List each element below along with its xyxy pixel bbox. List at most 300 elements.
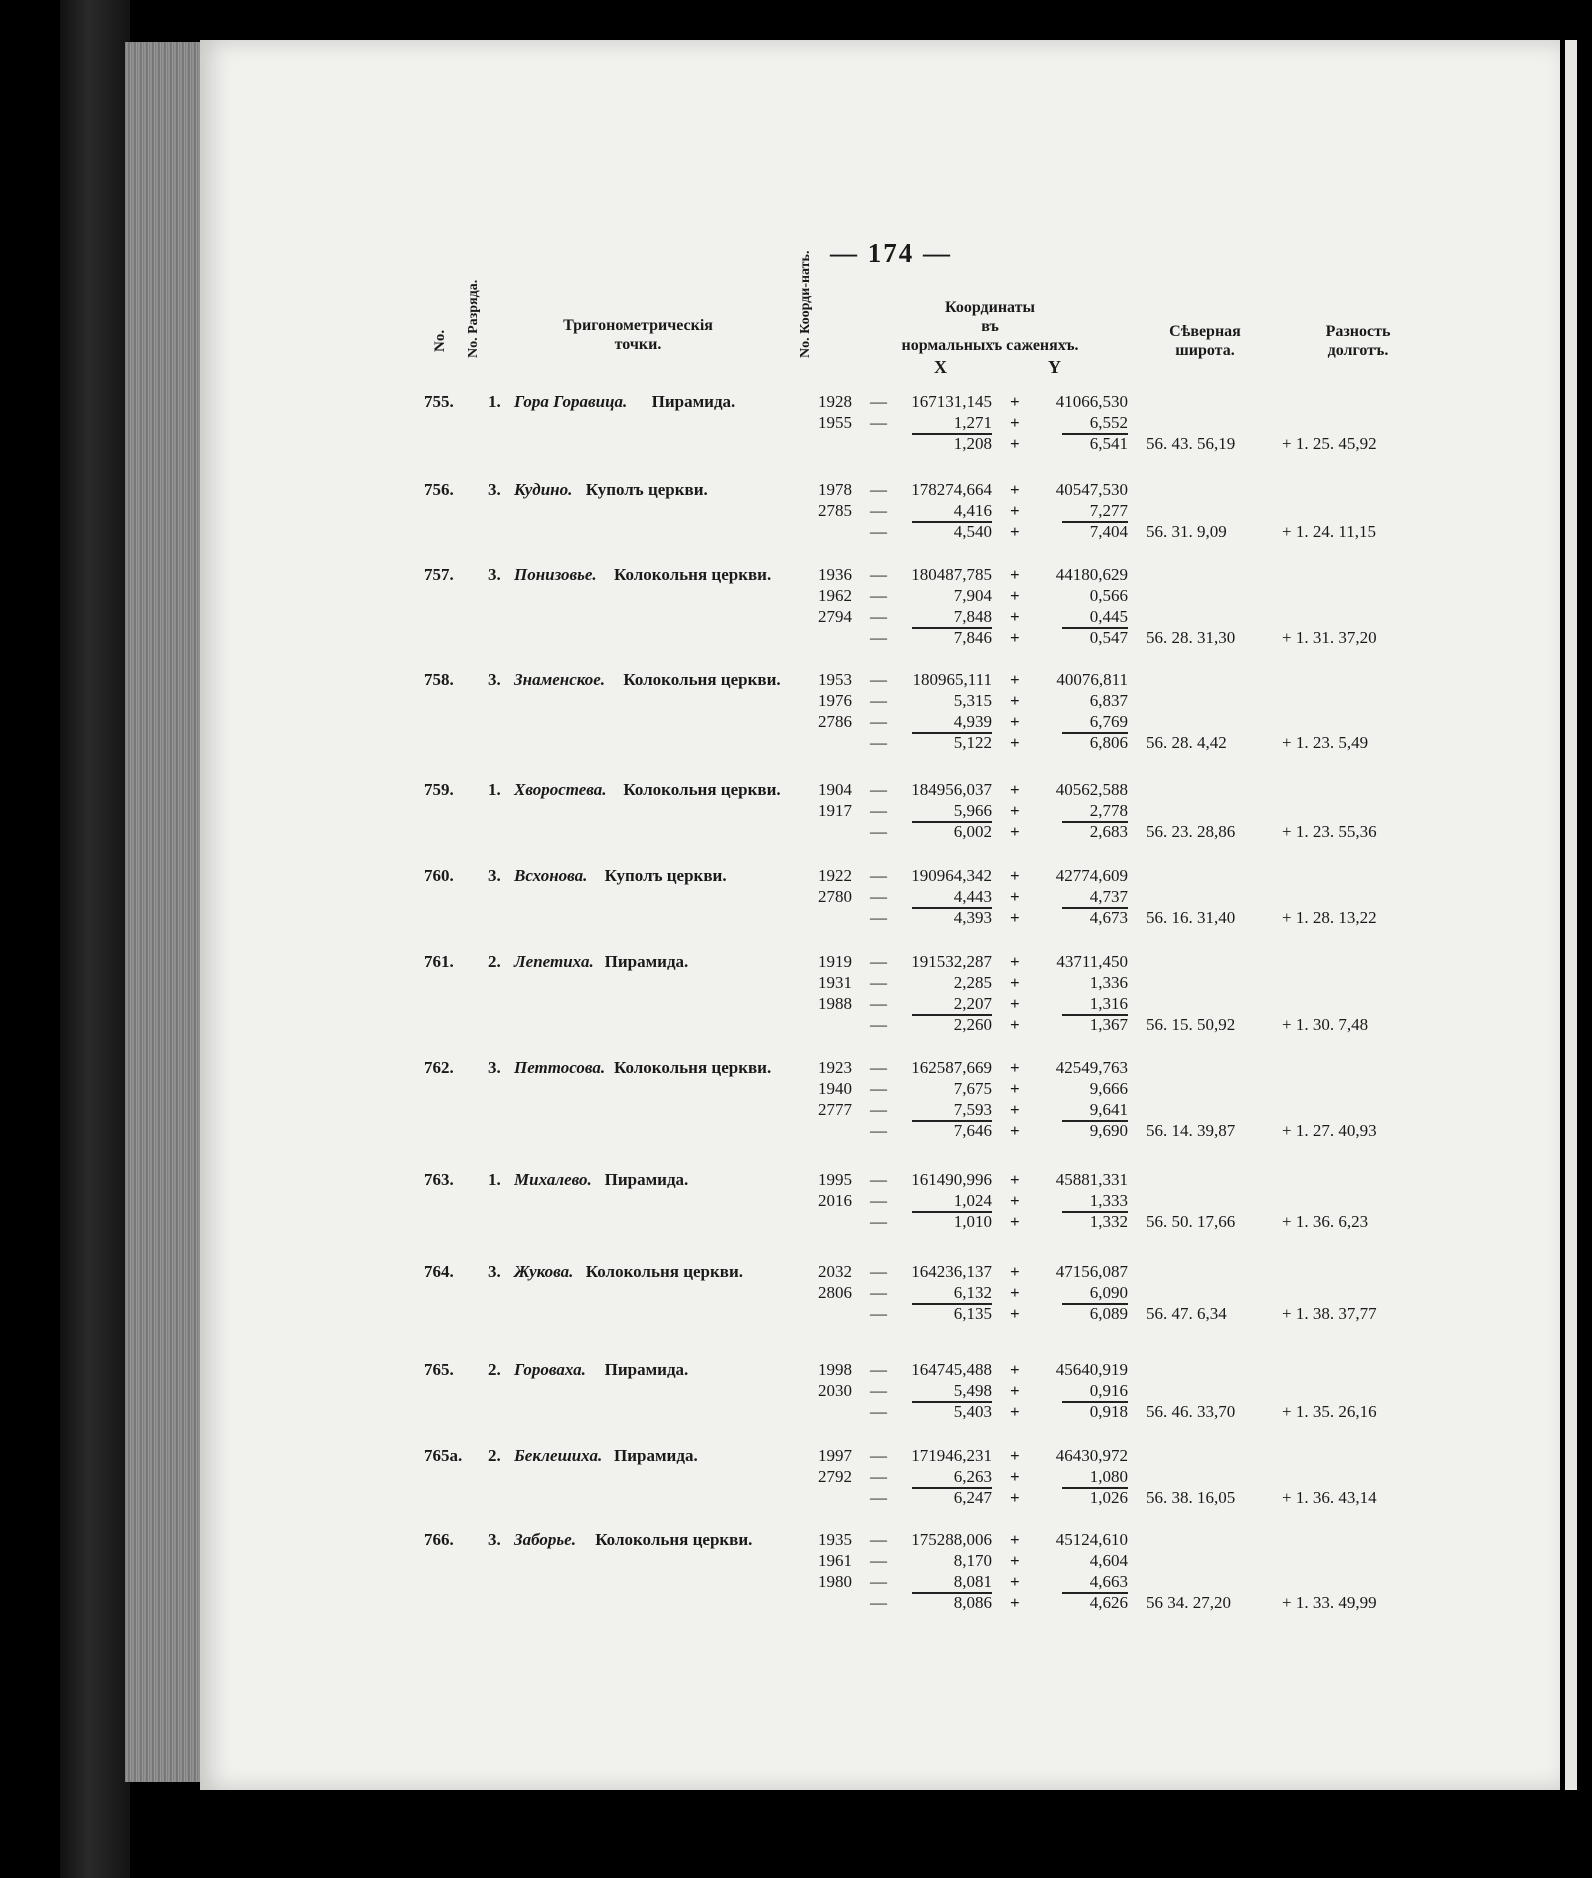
sum-rule-y (1062, 1303, 1128, 1305)
coord-point-number: 2777 (818, 1100, 852, 1119)
x-sign: — (870, 1262, 887, 1281)
y-sign: + (1010, 712, 1020, 731)
y-sign: + (1010, 994, 1020, 1013)
header-no: No. (432, 329, 448, 352)
x-value: 164236,137 (911, 1262, 992, 1281)
y-sign: + (1010, 1262, 1020, 1281)
sum-rule-y (1062, 627, 1128, 629)
y-value: 42549,763 (1055, 1058, 1128, 1077)
y-value: 0,918 (1089, 1402, 1128, 1421)
latitude: 56. 38. 16,05 (1146, 1488, 1236, 1507)
entry-number: 765. (424, 1360, 454, 1379)
coord-point-number: 1936 (818, 565, 852, 584)
y-value: 43711,450 (1056, 952, 1128, 971)
header-longitude: Разность долготъ. (1325, 323, 1391, 359)
sum-rule-x (912, 821, 992, 823)
y-sign: + (1010, 1551, 1020, 1570)
y-sign: + (1010, 392, 1020, 411)
x-sign: — (870, 1170, 887, 1189)
y-sign: + (1010, 1079, 1020, 1098)
y-value: 46430,972 (1055, 1446, 1128, 1465)
y-value: 1,367 (1089, 1015, 1128, 1034)
entry-category: 3. (488, 1058, 501, 1077)
longitude-difference: + 1. 31. 37,20 (1282, 628, 1377, 647)
x-value: 5,122 (953, 733, 992, 752)
coord-point-number: 1962 (818, 586, 852, 605)
x-value: 162587,669 (911, 1058, 992, 1077)
point-description: Колокольня церкви. (595, 1530, 753, 1549)
coord-point-number: 1998 (818, 1360, 852, 1379)
point-name: Лепетиха. (514, 952, 594, 971)
x-sign: — (870, 908, 887, 927)
longitude-difference: + 1. 28. 13,22 (1282, 908, 1377, 927)
entry-number: 762. (424, 1058, 454, 1077)
coord-point-number: 1919 (818, 952, 852, 971)
entry-number: 766. (424, 1530, 454, 1549)
sum-rule-y (1062, 1014, 1128, 1016)
sum-rule-y (1062, 1211, 1128, 1213)
x-sign: — (870, 1191, 887, 1210)
point-description: Пирамида. (604, 1360, 689, 1379)
y-value: 42774,609 (1055, 866, 1128, 885)
y-sign: + (1010, 522, 1020, 541)
y-value: 6,552 (1089, 413, 1128, 432)
y-sign: + (1010, 1304, 1020, 1323)
y-value: 1,333 (1089, 1191, 1128, 1210)
x-sign: — (870, 1551, 887, 1570)
x-value: 8,170 (953, 1551, 992, 1570)
y-value: 1,026 (1089, 1488, 1128, 1507)
y-value: 44180,629 (1055, 565, 1128, 584)
y-sign: + (1010, 1402, 1020, 1421)
y-sign: + (1010, 607, 1020, 626)
point-name: Всхонова. (514, 866, 588, 885)
x-sign: — (870, 1283, 887, 1302)
y-value: 0,566 (1089, 586, 1128, 605)
point-description: Куполъ церкви. (604, 866, 727, 885)
entry-category: 3. (488, 480, 501, 499)
point-description: Пирамида. (604, 952, 689, 971)
x-value: 164745,488 (911, 1360, 992, 1379)
sum-rule-x (912, 627, 992, 629)
coord-point-number: 1997 (818, 1446, 852, 1465)
y-value: 2,778 (1089, 801, 1128, 820)
y-sign: + (1010, 1572, 1020, 1591)
coord-point-number: 1917 (818, 801, 852, 820)
coord-point-number: 1922 (818, 866, 852, 885)
x-value: 5,315 (953, 691, 992, 710)
y-value: 6,089 (1089, 1304, 1128, 1323)
x-value: 7,675 (953, 1079, 992, 1098)
y-sign: + (1010, 822, 1020, 841)
sum-rule-x (912, 732, 992, 734)
x-value: 8,086 (953, 1593, 992, 1612)
x-sign: — (870, 565, 887, 584)
x-value: 8,081 (953, 1572, 992, 1591)
x-sign: — (870, 973, 887, 992)
point-description: Пирамида. (651, 392, 736, 411)
x-value: 161490,996 (911, 1170, 992, 1189)
longitude-difference: + 1. 36. 43,14 (1282, 1488, 1377, 1507)
longitude-difference: + 1. 35. 26,16 (1282, 1402, 1377, 1421)
header-category: No. Разряда. (466, 279, 481, 358)
coord-point-number: 2806 (818, 1283, 852, 1302)
header-y: Y (1048, 357, 1061, 377)
y-value: 1,332 (1089, 1212, 1128, 1231)
y-value: 4,737 (1089, 887, 1128, 906)
point-name: Гора Горавица. (514, 392, 628, 411)
latitude: 56. 16. 31,40 (1146, 908, 1236, 927)
sum-rule-y (1062, 433, 1128, 435)
y-sign: + (1010, 1058, 1020, 1077)
coord-point-number: 2785 (818, 501, 852, 520)
y-value: 45881,331 (1055, 1170, 1128, 1189)
y-value: 2,683 (1089, 822, 1128, 841)
latitude: 56. 15. 50,92 (1146, 1015, 1236, 1034)
x-sign: — (870, 413, 887, 432)
latitude: 56. 43. 56,19 (1146, 434, 1236, 453)
y-value: 7,404 (1089, 522, 1128, 541)
y-sign: + (1010, 887, 1020, 906)
y-value: 1,316 (1089, 994, 1128, 1013)
longitude-difference: + 1. 23. 5,49 (1282, 733, 1369, 752)
coord-point-number: 1935 (818, 1530, 852, 1549)
x-sign: — (870, 1381, 887, 1400)
x-value: 7,848 (953, 607, 992, 626)
x-value: 7,593 (953, 1100, 992, 1119)
x-value: 2,207 (953, 994, 992, 1013)
sum-rule-y (1062, 521, 1128, 523)
longitude-difference: + 1. 36. 6,23 (1282, 1212, 1369, 1231)
sum-rule-y (1062, 1401, 1128, 1403)
y-value: 4,673 (1089, 908, 1128, 927)
entry-category: 2. (488, 1360, 501, 1379)
sum-rule-x (912, 433, 992, 435)
y-value: 7,277 (1089, 501, 1128, 520)
sum-rule-x (912, 1487, 992, 1489)
header-latitude: Сѣверная широта. (1169, 323, 1241, 359)
entry-category: 3. (488, 1530, 501, 1549)
y-sign: + (1010, 691, 1020, 710)
x-value: 180487,785 (911, 565, 992, 584)
x-sign: — (870, 1079, 887, 1098)
longitude-difference: + 1. 23. 55,36 (1282, 822, 1377, 841)
x-value: 2,260 (953, 1015, 992, 1034)
sum-rule-y (1062, 821, 1128, 823)
entry-category: 2. (488, 1446, 501, 1465)
y-sign: + (1010, 670, 1020, 689)
x-value: 5,498 (953, 1381, 992, 1400)
coord-point-number: 2030 (818, 1381, 852, 1400)
coord-point-number: 1978 (818, 480, 852, 499)
entry-number: 765а. (424, 1446, 463, 1465)
entry-category: 1. (488, 392, 501, 411)
point-description: Колокольня церкви. (614, 565, 772, 584)
y-value: 45124,610 (1055, 1530, 1128, 1549)
sum-rule-y (1062, 1487, 1128, 1489)
point-name: Гороваха. (514, 1360, 586, 1379)
sum-rule-x (912, 1211, 992, 1213)
sum-rule-x (912, 1592, 992, 1594)
sum-rule-x (912, 907, 992, 909)
x-sign: — (870, 522, 887, 541)
coord-point-number: 1923 (818, 1058, 852, 1077)
sum-rule-x (912, 521, 992, 523)
longitude-difference: + 1. 33. 49,99 (1282, 1593, 1377, 1612)
latitude: 56. 23. 28,86 (1146, 822, 1236, 841)
entry-number: 761. (424, 952, 454, 971)
x-sign: — (870, 712, 887, 731)
y-sign: + (1010, 973, 1020, 992)
sum-rule-y (1062, 732, 1128, 734)
x-sign: — (870, 628, 887, 647)
x-sign: — (870, 1360, 887, 1379)
entry-category: 1. (488, 780, 501, 799)
x-sign: — (870, 952, 887, 971)
coord-point-number: 1928 (818, 392, 852, 411)
coord-point-number: 1961 (818, 1551, 852, 1570)
y-value: 45640,919 (1055, 1360, 1128, 1379)
coord-point-number: 1940 (818, 1079, 852, 1098)
entry-number: 764. (424, 1262, 454, 1281)
x-sign: — (870, 866, 887, 885)
x-value: 167131,145 (911, 392, 992, 411)
y-sign: + (1010, 1170, 1020, 1189)
entry-category: 3. (488, 565, 501, 584)
y-value: 9,666 (1089, 1079, 1128, 1098)
x-value: 6,247 (953, 1488, 992, 1507)
x-value: 191532,287 (911, 952, 992, 971)
coord-point-number: 1931 (818, 973, 852, 992)
point-description: Колокольня церкви. (623, 670, 781, 689)
x-value: 1,010 (953, 1212, 992, 1231)
x-value: 5,403 (953, 1402, 992, 1421)
coord-point-number: 2792 (818, 1467, 852, 1486)
coord-point-number: 1995 (818, 1170, 852, 1189)
coord-point-number: 2016 (818, 1191, 852, 1210)
x-sign: — (870, 1121, 887, 1140)
x-value: 180965,111 (912, 670, 992, 689)
y-value: 40076,811 (1056, 670, 1128, 689)
x-sign: — (870, 1593, 887, 1612)
y-sign: + (1010, 565, 1020, 584)
y-sign: + (1010, 952, 1020, 971)
y-value: 6,769 (1089, 712, 1128, 731)
point-name: Петтосова. (514, 1058, 606, 1077)
point-name: Жукова. (514, 1262, 574, 1281)
y-value: 1,336 (1089, 973, 1128, 992)
y-sign: + (1010, 413, 1020, 432)
book-spine (60, 0, 130, 1878)
y-value: 4,626 (1089, 1593, 1128, 1612)
y-value: 47156,087 (1055, 1262, 1128, 1281)
coord-point-number: 1955 (818, 413, 852, 432)
coord-point-number: 2780 (818, 887, 852, 906)
x-sign: — (870, 780, 887, 799)
longitude-difference: + 1. 38. 37,77 (1282, 1304, 1377, 1323)
x-value: 184956,037 (911, 780, 992, 799)
x-value: 6,002 (953, 822, 992, 841)
x-value: 5,966 (953, 801, 992, 820)
y-value: 6,090 (1089, 1283, 1128, 1302)
entry-number: 755. (424, 392, 454, 411)
x-sign: — (870, 392, 887, 411)
entry-category: 3. (488, 866, 501, 885)
x-value: 190964,342 (911, 866, 992, 885)
y-sign: + (1010, 1446, 1020, 1465)
x-sign: — (870, 607, 887, 626)
y-sign: + (1010, 1381, 1020, 1400)
y-value: 4,663 (1089, 1572, 1128, 1591)
x-sign: — (870, 1446, 887, 1465)
longitude-difference: + 1. 27. 40,93 (1282, 1121, 1377, 1140)
header-coord-no: No. Коорди-нать. (798, 250, 813, 358)
x-value: 1,271 (953, 413, 992, 432)
x-value: 2,285 (953, 973, 992, 992)
x-value: 4,443 (953, 887, 992, 906)
x-value: 6,132 (953, 1283, 992, 1302)
y-sign: + (1010, 866, 1020, 885)
entry-number: 763. (424, 1170, 454, 1189)
y-sign: + (1010, 733, 1020, 752)
x-sign: — (870, 1402, 887, 1421)
y-value: 41066,530 (1055, 392, 1128, 411)
entry-number: 756. (424, 480, 454, 499)
entry-number: 758. (424, 670, 454, 689)
next-page-edge (1565, 40, 1577, 1790)
point-name: Хворостева. (514, 780, 607, 799)
x-value: 4,939 (953, 712, 992, 731)
x-sign: — (870, 1100, 887, 1119)
x-value: 1,208 (953, 434, 992, 453)
sum-rule-x (912, 1120, 992, 1122)
latitude: 56. 28. 31,30 (1146, 628, 1236, 647)
entry-number: 757. (424, 565, 454, 584)
x-sign: — (870, 691, 887, 710)
x-sign: — (870, 1304, 887, 1323)
y-value: 9,690 (1089, 1121, 1128, 1140)
y-sign: + (1010, 480, 1020, 499)
coord-point-number: 2032 (818, 1262, 852, 1281)
latitude: 56. 28. 4,42 (1146, 733, 1227, 752)
x-sign: — (870, 670, 887, 689)
entry-number: 760. (424, 866, 454, 885)
y-sign: + (1010, 1467, 1020, 1486)
point-description: Колокольня церкви. (614, 1058, 772, 1077)
y-sign: + (1010, 1212, 1020, 1231)
coord-point-number: 2786 (818, 712, 852, 731)
x-sign: — (870, 1488, 887, 1507)
x-sign: — (870, 733, 887, 752)
latitude: 56. 50. 17,66 (1146, 1212, 1236, 1231)
x-value: 175288,006 (911, 1530, 992, 1549)
sum-rule-y (1062, 1592, 1128, 1594)
y-value: 0,445 (1089, 607, 1128, 626)
y-sign: + (1010, 801, 1020, 820)
latitude: 56. 14. 39,87 (1146, 1121, 1236, 1140)
x-sign: — (870, 1058, 887, 1077)
sum-rule-y (1062, 1120, 1128, 1122)
sum-rule-x (912, 1303, 992, 1305)
y-sign: + (1010, 628, 1020, 647)
x-sign: — (870, 1212, 887, 1231)
x-sign: — (870, 801, 887, 820)
x-sign: — (870, 1530, 887, 1549)
latitude: 56. 46. 33,70 (1146, 1402, 1236, 1421)
entry-category: 3. (488, 1262, 501, 1281)
x-value: 1,024 (953, 1191, 992, 1210)
header-x: X (934, 357, 947, 377)
y-value: 40562,588 (1055, 780, 1128, 799)
point-description: Пирамида. (604, 1170, 689, 1189)
y-sign: + (1010, 1488, 1020, 1507)
y-value: 40547,530 (1055, 480, 1128, 499)
x-sign: — (870, 822, 887, 841)
y-value: 0,547 (1089, 628, 1128, 647)
longitude-difference: + 1. 25. 45,92 (1282, 434, 1377, 453)
y-sign: + (1010, 434, 1020, 453)
coord-point-number: 1988 (818, 994, 852, 1013)
x-value: 4,393 (953, 908, 992, 927)
point-description: Пирамида. (614, 1446, 698, 1465)
entry-category: 1. (488, 1170, 501, 1189)
y-value: 9,641 (1089, 1100, 1128, 1119)
sum-rule-x (912, 1401, 992, 1403)
x-value: 7,904 (953, 586, 992, 605)
y-value: 6,806 (1089, 733, 1128, 752)
point-name: Знаменское. (514, 670, 606, 689)
point-name: Беклешиха. (514, 1446, 603, 1465)
coord-point-number: 2794 (818, 607, 852, 626)
y-sign: + (1010, 908, 1020, 927)
header-coords: Координаты въ нормальныхъ саженяхъ. (901, 299, 1079, 354)
sum-rule-x (912, 1014, 992, 1016)
coord-point-number: 1953 (818, 670, 852, 689)
y-sign: + (1010, 1191, 1020, 1210)
y-sign: + (1010, 1530, 1020, 1549)
point-name: Михалево. (514, 1170, 592, 1189)
point-name: Заборье. (514, 1530, 576, 1549)
y-sign: + (1010, 1121, 1020, 1140)
x-value: 7,646 (953, 1121, 992, 1140)
y-sign: + (1010, 1593, 1020, 1612)
y-sign: + (1010, 1283, 1020, 1302)
point-description: Куполъ церкви. (585, 480, 708, 499)
y-value: 6,541 (1089, 434, 1128, 453)
y-sign: + (1010, 586, 1020, 605)
entry-category: 3. (488, 670, 501, 689)
coord-point-number: 1980 (818, 1572, 852, 1591)
x-sign: — (870, 1467, 887, 1486)
y-value: 6,837 (1089, 691, 1128, 710)
y-value: 1,080 (1089, 1467, 1128, 1486)
point-description: Колокольня церкви. (585, 1262, 744, 1281)
latitude: 56. 47. 6,34 (1146, 1304, 1227, 1323)
x-sign: — (870, 480, 887, 499)
x-value: 178274,664 (911, 480, 992, 499)
x-sign: — (870, 501, 887, 520)
header-points: Тригонометрическія точки. (563, 317, 713, 353)
point-name: Понизовье. (514, 565, 597, 584)
x-value: 4,540 (953, 522, 992, 541)
y-sign: + (1010, 1360, 1020, 1379)
page-number: — 174 — (830, 238, 952, 268)
x-value: 6,263 (953, 1467, 992, 1486)
entry-number: 759. (424, 780, 454, 799)
y-value: 0,916 (1089, 1381, 1128, 1400)
x-value: 171946,231 (911, 1446, 992, 1465)
x-sign: — (870, 1015, 887, 1034)
